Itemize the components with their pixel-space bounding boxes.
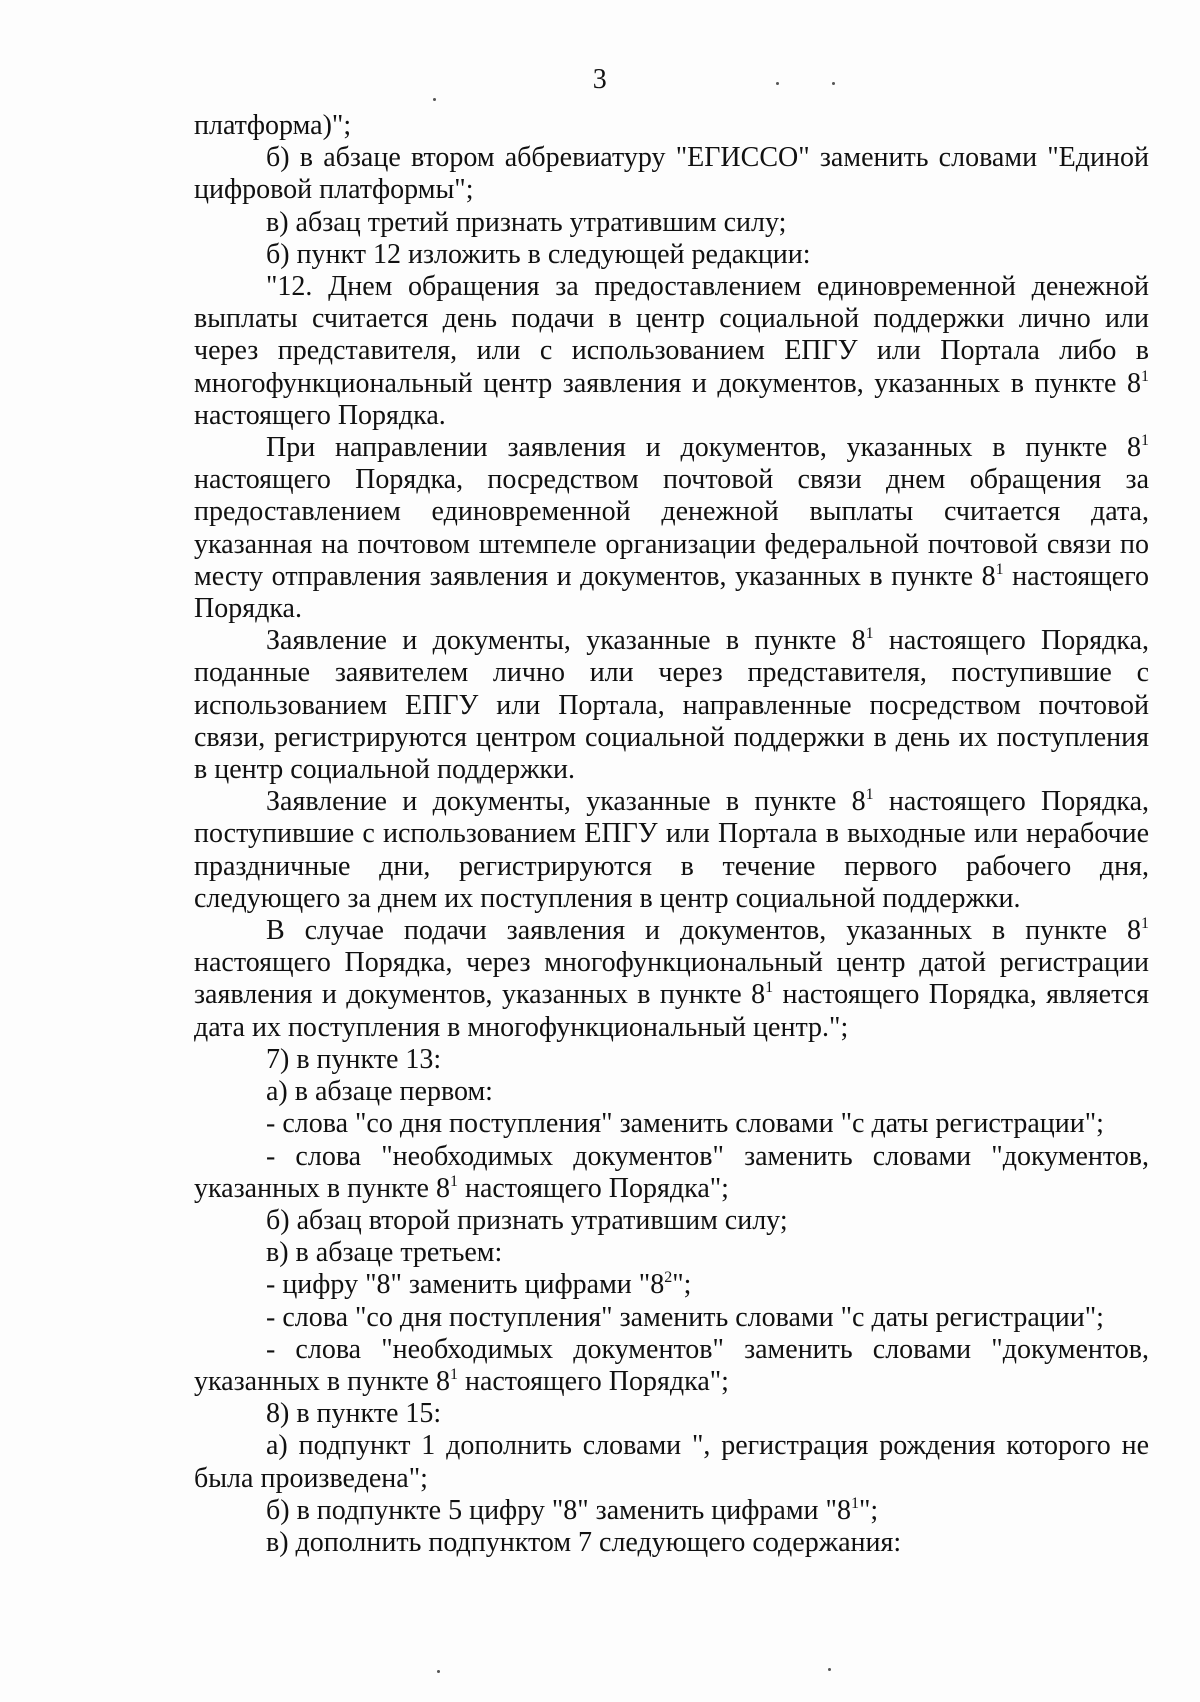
- text-run: ";: [858, 1494, 879, 1526]
- text-run: "12. Днем обращения за предоставлением единовременной денежной выплаты считается день подачи в центр социальной поддержки лично или через представителя, или с использованием ЕПГУ или Портала либо в многофункциональный центр заявления и документов, указанных в пункте 8: [194, 271, 1149, 399]
- superscript: 1: [850, 1494, 859, 1512]
- superscript: 1: [1141, 367, 1149, 385]
- text-run: настоящего Порядка, является дата их поступления в многофункциональный центр.";: [194, 979, 1149, 1043]
- text-run: б) в подпункте 5 цифру "8" заменить цифрами "8: [266, 1494, 851, 1526]
- scan-speck: [437, 1670, 440, 1673]
- superscript: 1: [995, 560, 1004, 578]
- scan-speck: [433, 98, 436, 101]
- text-run: в) абзац третий признать утратившим силу;: [266, 206, 787, 238]
- superscript: 1: [1141, 432, 1149, 450]
- paragraph: [194, 1269, 1149, 1301]
- paragraph: [194, 1398, 1149, 1430]
- text-run: б) пункт 12 изложить в следующей редакции:: [266, 238, 811, 270]
- paragraph: [194, 1527, 1149, 1559]
- text-run: - слова "необходимых документов" заменить словами "документов, указанных в пункте 8: [194, 1140, 1149, 1204]
- text-run: б) в абзаце втором аббревиатуру "ЕГИССО" заменить словами "Единой цифровой платформы";: [194, 142, 1149, 206]
- text-run: в) дополнить подпунктом 7 следующего содержания:: [266, 1526, 902, 1558]
- paragraph: [194, 142, 1149, 206]
- paragraph: [194, 1205, 1149, 1237]
- paragraph: [194, 1141, 1149, 1205]
- text-run: - цифру "8" заменить цифрами "8: [266, 1269, 665, 1301]
- text-run: настоящего Порядка";: [457, 1365, 729, 1397]
- text-run: - слова "со дня поступления" заменить словами "с даты регистрации";: [266, 1108, 1104, 1140]
- text-run: настоящего Порядка.: [194, 560, 1149, 625]
- text-run: Заявление и документы, указанные в пункте 8: [266, 786, 866, 818]
- text-run: При направлении заявления и документов, указанных в пункте 8: [266, 432, 1141, 464]
- paragraph: [194, 1076, 1149, 1108]
- text-run: - слова "необходимых документов" заменить словами "документов, указанных в пункте 8: [194, 1333, 1149, 1397]
- scan-speck: [828, 1668, 831, 1671]
- text-run: 7) в пункте 13:: [266, 1043, 442, 1075]
- paragraph: [194, 1044, 1149, 1076]
- paragraph: [194, 1430, 1149, 1494]
- paragraph: [194, 1495, 1149, 1527]
- scan-speck: [776, 82, 779, 85]
- page-number: 3: [592, 64, 608, 95]
- text-run: настоящего Порядка, поданные заявителем лично или через представителя, поступившие с использованием ЕПГУ или Портала, направленные посредством почтовой связи, регистрируются центром социальной поддержки в день их поступления в центр социальной поддержки.: [194, 625, 1150, 786]
- paragraph: [194, 271, 1149, 432]
- text-run: ";: [672, 1269, 692, 1301]
- paragraph: [194, 1108, 1149, 1140]
- paragraph: [194, 1302, 1149, 1334]
- text-run: Заявление и документы, указанные в пункте 8: [266, 625, 866, 657]
- superscript: 1: [865, 625, 874, 643]
- superscript: 1: [765, 979, 774, 997]
- paragraph: [194, 915, 1149, 1044]
- text-run: настоящего Порядка, поступившие с использованием ЕПГУ или Портала в выходные или нерабочие праздничные дни, регистрируются в течение первого рабочего дня, следующего за днем их поступления в центр социальной поддержки.: [194, 786, 1150, 914]
- text-run: настоящего Порядка";: [457, 1172, 729, 1204]
- superscript: 1: [865, 786, 874, 804]
- superscript: 1: [449, 1365, 458, 1383]
- text-run: настоящего Порядка, посредством почтовой связи днем обращения за предоставлением единовременной денежной выплаты считается дата, указанная на почтовом штемпеле организации федеральной почтовой связи по месту отправления заявления и документов, указанных в пункте 8: [194, 464, 1149, 592]
- text-run: 8) в пункте 15:: [266, 1398, 442, 1430]
- scan-speck: [832, 82, 835, 85]
- text-run: а) подпункт 1 дополнить словами ", регистрация рождения которого не была произведена";: [194, 1430, 1149, 1494]
- paragraph: [194, 1237, 1149, 1269]
- paragraph: [194, 1334, 1149, 1398]
- text-run: платформа)";: [194, 110, 352, 141]
- document-body: [194, 110, 1149, 1559]
- text-run: б) абзац второй признать утратившим силу;: [266, 1204, 788, 1236]
- text-run: в) в абзаце третьем:: [266, 1237, 503, 1269]
- superscript: 1: [1141, 915, 1149, 933]
- paragraph: [194, 207, 1149, 239]
- paragraph: [194, 432, 1149, 625]
- superscript: 1: [449, 1172, 458, 1190]
- paragraph: [194, 239, 1149, 271]
- text-run: настоящего Порядка.: [194, 399, 446, 431]
- text-run: настоящего Порядка, через многофункциональный центр датой регистрации заявления и документов, указанных в пункте 8: [194, 947, 1149, 1011]
- paragraph: [194, 110, 1149, 142]
- text-run: В случае подачи заявления и документов, указанных в пункте 8: [266, 915, 1141, 947]
- paragraph: [194, 625, 1149, 786]
- text-run: а) в абзаце первом:: [266, 1076, 493, 1108]
- superscript: 2: [664, 1269, 673, 1287]
- paragraph: [194, 786, 1149, 915]
- text-run: - слова "со дня поступления" заменить словами "с даты регистрации";: [266, 1301, 1104, 1333]
